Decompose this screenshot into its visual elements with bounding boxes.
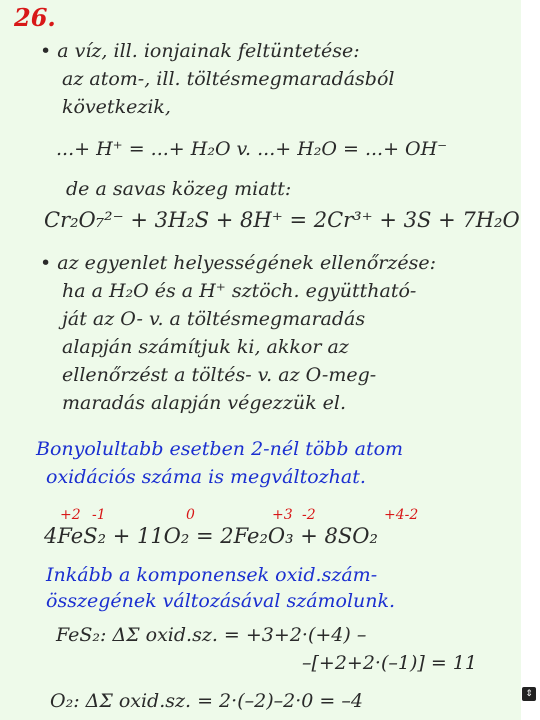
nav-glyph: ⇕ — [525, 688, 533, 699]
blue-heading-line: Bonyolultabb esetben 2-nél több atom — [36, 438, 404, 460]
text-line: ha a H₂O és a H⁺ sztöch. együttható- — [62, 280, 417, 302]
oxidation-number: +2 — [60, 507, 81, 523]
oxidation-number: -1 — [92, 507, 106, 523]
page-edge — [521, 0, 540, 720]
blue-note-line: összegének változásával számolunk. — [46, 590, 396, 612]
text-line: alapján számítjuk ki, akkor az — [62, 336, 349, 358]
calc-fes2-cont: –[+2+2·(–1)] = 11 — [302, 652, 477, 674]
text-line: ellenőrzést a töltés- v. az O-meg- — [62, 364, 377, 386]
blue-note-line: Inkább a komponensek oxid.szám- — [46, 564, 378, 586]
text-line: ját az O- v. a töltésmegmaradás — [62, 308, 366, 330]
oxidation-number: 0 — [186, 507, 195, 523]
text-line: következik, — [62, 96, 171, 118]
text-line: maradás alapján végezzük el. — [62, 392, 346, 414]
calc-o2: O₂: ΔΣ oxid.sz. = 2·(–2)–2·0 = –4 — [50, 690, 363, 712]
oxidation-number: +4-2 — [384, 507, 419, 523]
bullet-water-ions: • a víz, ill. ionjainak feltüntetése: — [40, 40, 360, 62]
text-line: az atom-, ill. töltésmegmaradásból — [62, 68, 395, 90]
scroll-arrows-icon[interactable] — [522, 687, 536, 701]
slide-number: 26. — [14, 3, 56, 32]
text-line: de a savas közeg miatt: — [66, 178, 292, 200]
blue-heading-line: oxidációs száma is megváltozhat. — [46, 466, 366, 488]
oxidation-number: +3 — [272, 507, 293, 523]
redox-equation-1: Cr₂O₇²⁻ + 3H₂S + 8H⁺ = 2Cr³⁺ + 3S + 7H₂O — [44, 208, 520, 232]
oxidation-number: -2 — [302, 507, 316, 523]
ion-formula: ...+ H⁺ = ...+ H₂O v. ...+ H₂O = ...+ OH⁻ — [56, 138, 448, 160]
bullet-check-equation: • az egyenlet helyességének ellenőrzése: — [40, 252, 437, 274]
redox-equation-2: 4FeS₂ + 11O₂ = 2Fe₂O₃ + 8SO₂ — [44, 524, 378, 548]
calc-fes2: FeS₂: ΔΣ oxid.sz. = +3+2·(+4) – — [56, 624, 367, 646]
